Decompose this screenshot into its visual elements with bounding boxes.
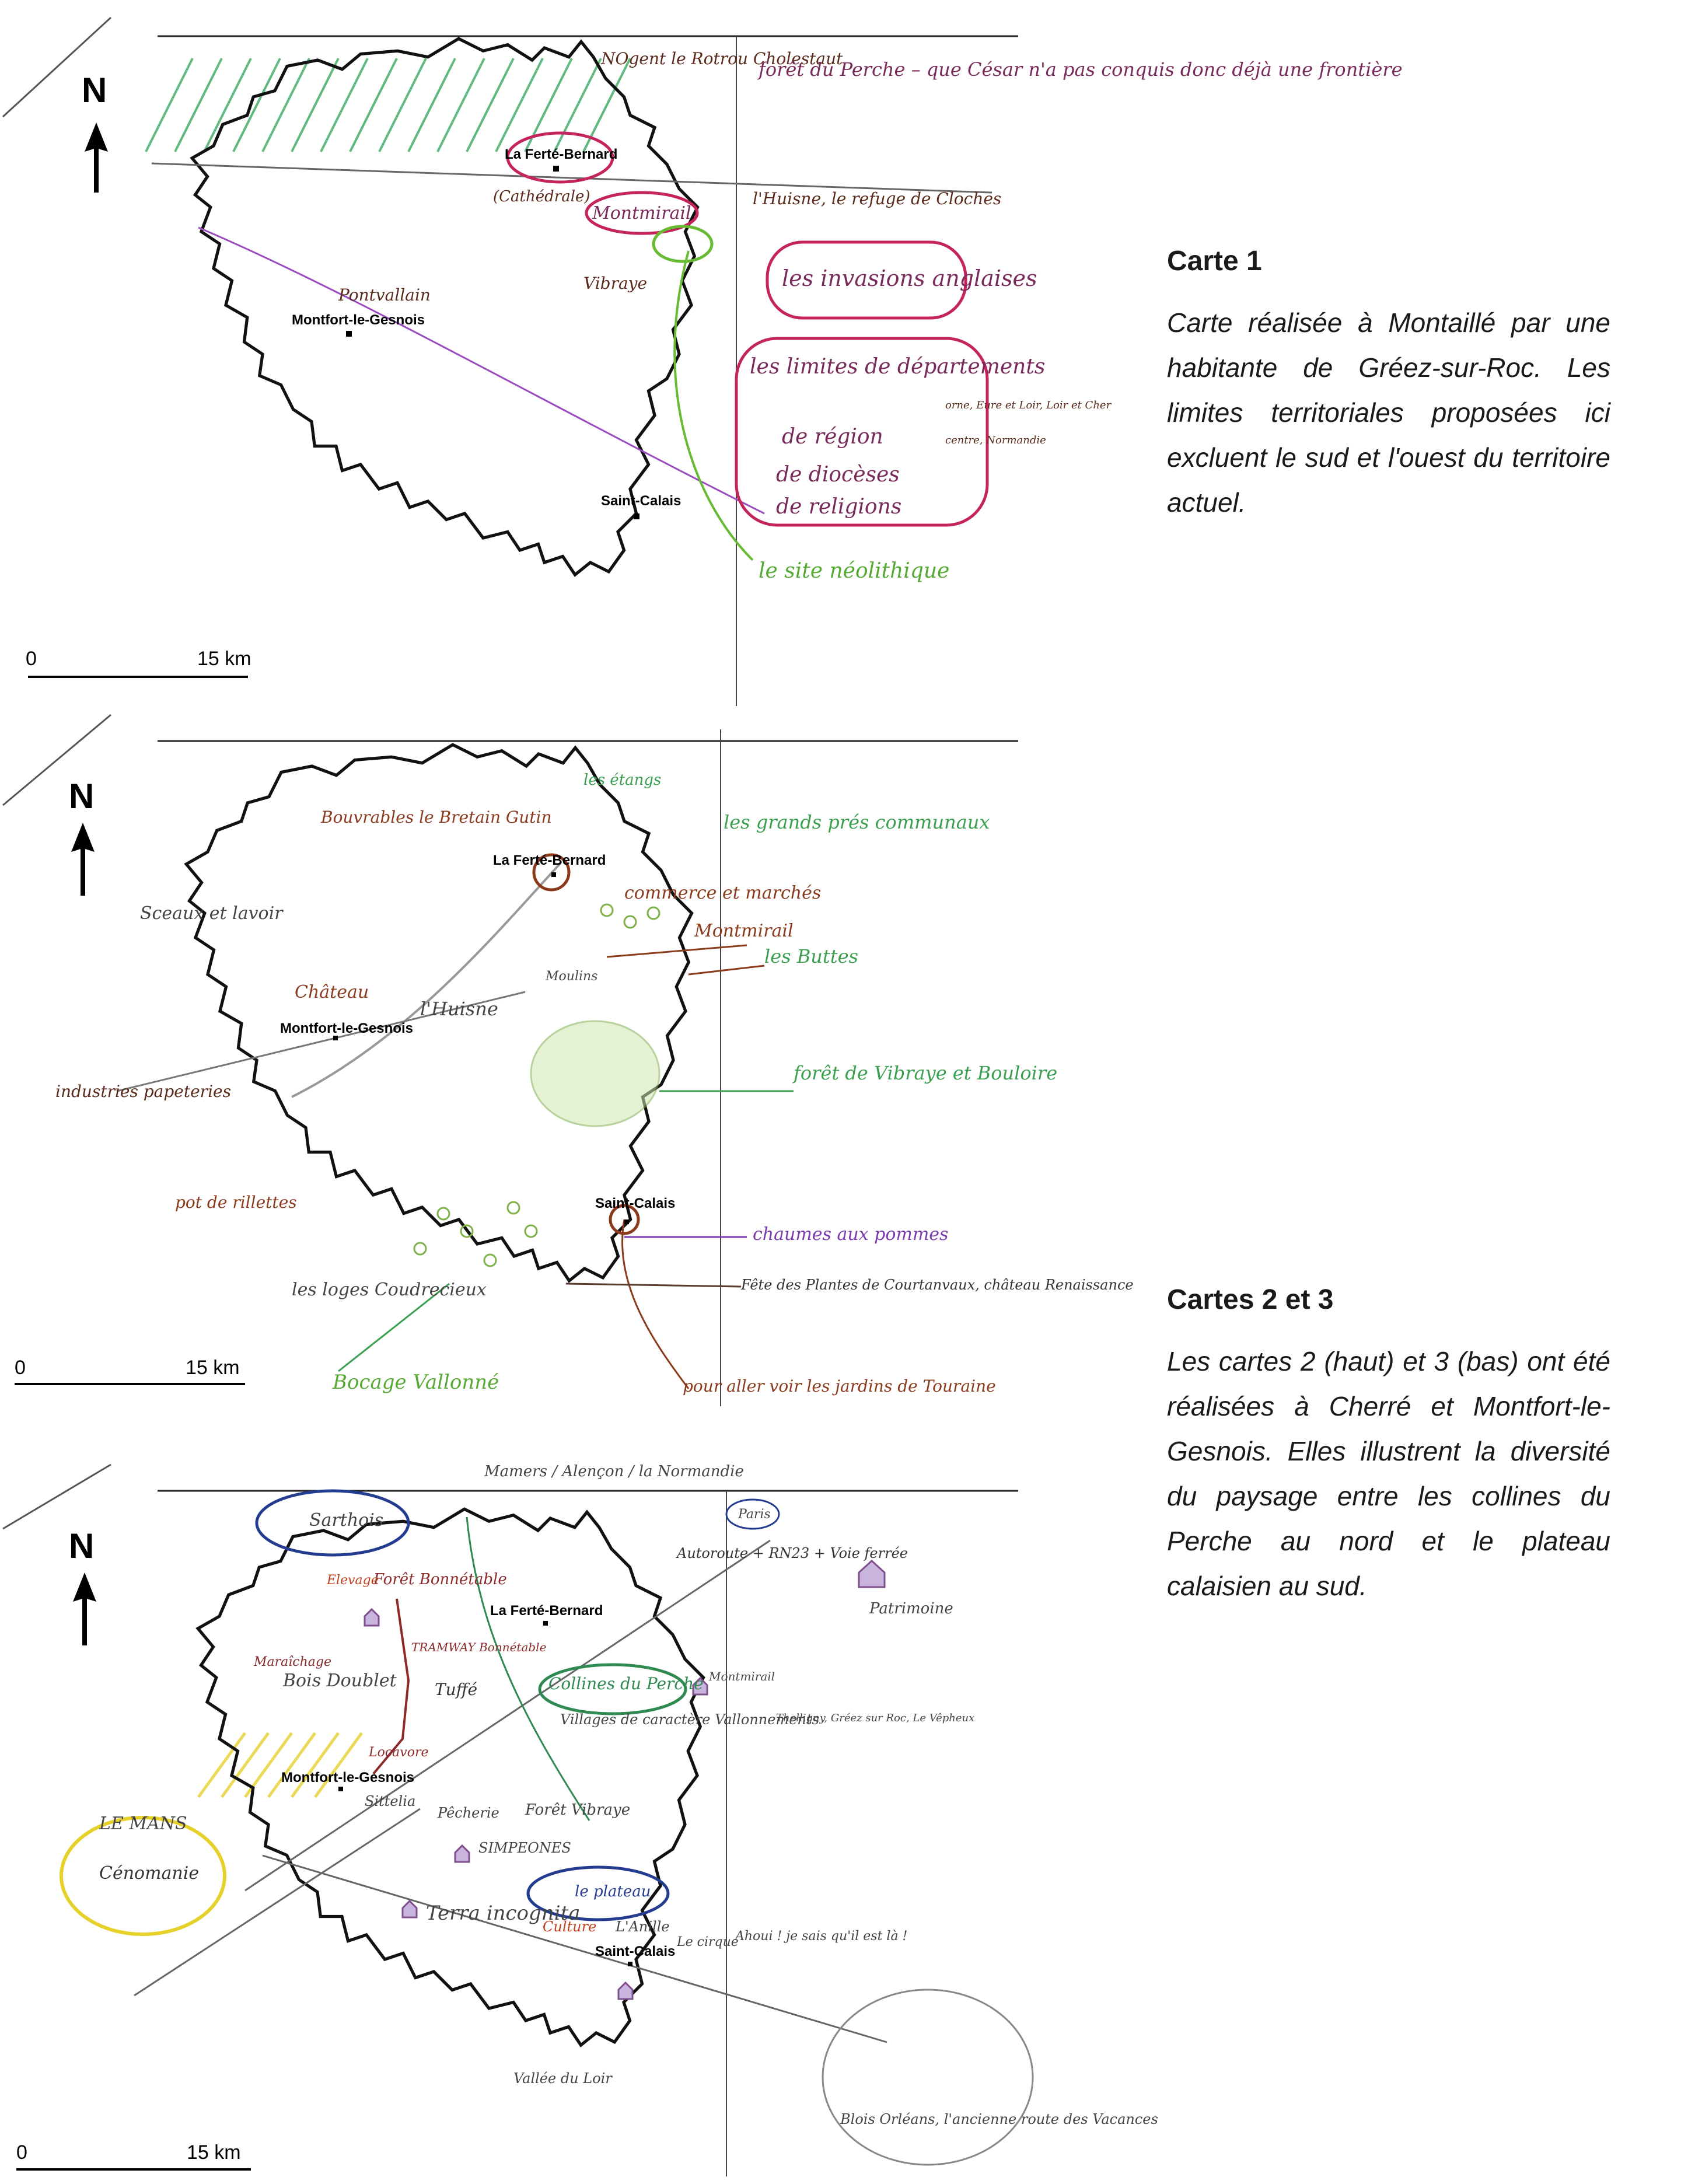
annotation: les invasions anglaises bbox=[782, 265, 1037, 291]
annotation: centre, Normandie bbox=[945, 434, 1046, 446]
city-marker bbox=[346, 331, 352, 337]
annotation: Sittelia bbox=[365, 1793, 416, 1809]
annotation: les Buttes bbox=[764, 945, 858, 967]
annotation: Pontvallain bbox=[338, 285, 431, 305]
caption-cartes-2-3 bbox=[1167, 1284, 1610, 1609]
north-arrow-icon bbox=[85, 123, 108, 193]
annotation: pour aller voir les jardins de Touraine bbox=[683, 1376, 996, 1396]
scale-zero: 0 bbox=[26, 648, 37, 670]
annotation: (Cathédrale) bbox=[493, 188, 590, 205]
city-marker bbox=[338, 1787, 343, 1791]
annotation: Collines du Perche bbox=[548, 1674, 704, 1693]
annotation: Sarthois bbox=[309, 1510, 384, 1530]
annotation: Bouvrables le Bretain Gutin bbox=[321, 808, 552, 827]
annotation: Château bbox=[295, 982, 369, 1002]
annotation: Vallée du Loir bbox=[513, 2070, 612, 2087]
city-marker bbox=[543, 1621, 548, 1626]
annotation: Forêt Vibraye bbox=[525, 1801, 631, 1819]
city-label: Montfort-le-Gesnois bbox=[280, 1021, 413, 1036]
annotation: chaumes aux pommes bbox=[753, 1224, 949, 1245]
city-marker bbox=[628, 1962, 632, 1966]
annotation: orne, Eure et Loir, Loir et Cher bbox=[945, 399, 1112, 411]
annotation: LE MANS bbox=[99, 1813, 187, 1834]
annotation: Terra incognita bbox=[426, 1902, 581, 1925]
city-label: Montfort-le-Gesnois bbox=[292, 312, 425, 328]
annotation: de diocèses bbox=[776, 463, 900, 487]
city-label: Montfort-le-Gesnois bbox=[281, 1770, 414, 1785]
annotation: Moulins bbox=[546, 969, 598, 984]
annotation: les grands prés communaux bbox=[724, 811, 990, 833]
city-label: Saint-Calais bbox=[595, 1196, 676, 1211]
scale-length: 15 km bbox=[186, 1357, 240, 1379]
city-label: La Ferté-Bernard bbox=[493, 852, 606, 868]
annotation: le plateau bbox=[575, 1883, 651, 1900]
city-label: Saint-Calais bbox=[601, 493, 682, 509]
map-carte-2 bbox=[3, 715, 1134, 1406]
brown-arrow bbox=[566, 1284, 741, 1287]
caption-title: Cartes 2 et 3 bbox=[1167, 1284, 1334, 1315]
annotation: Cénomanie bbox=[99, 1863, 200, 1884]
annotation: commerce et marchés bbox=[624, 883, 822, 903]
annotation: les limites de départements bbox=[750, 355, 1046, 379]
annotation: forêt de Vibraye et Bouloire bbox=[794, 1062, 1058, 1084]
frame-diagonal bbox=[3, 1465, 111, 1529]
annotation: Blois Orléans, l'ancienne route des Vacances bbox=[840, 2111, 1158, 2127]
annotation: pot de rillettes bbox=[175, 1193, 297, 1212]
city-marker bbox=[553, 166, 559, 172]
annotation: Ahoui ! je sais qu'il est là ! bbox=[735, 1929, 908, 1944]
scale-zero: 0 bbox=[15, 1357, 26, 1379]
annotation: le site néolithique bbox=[759, 559, 950, 583]
annotation: Culture bbox=[543, 1919, 597, 1935]
annotation: Paris bbox=[738, 1507, 771, 1522]
annotation: de région bbox=[782, 425, 883, 449]
north-label: N bbox=[82, 71, 107, 110]
caption-text: Carte réalisée à Montaillé par une habitante de Gréez-sur-Roc. Les limites territoriales proposées ici excluent le sud et l'ouest du territoire actuel. bbox=[1167, 307, 1610, 518]
caption-carte-1 bbox=[1167, 245, 1610, 525]
annotation: Autoroute + RN23 + Voie ferrée bbox=[677, 1545, 908, 1561]
annotation: Tuffé bbox=[435, 1680, 478, 1699]
north-arrow-icon bbox=[73, 1573, 96, 1645]
annotation: Bois Doublet bbox=[283, 1671, 397, 1691]
north-arrow-icon bbox=[71, 823, 95, 896]
annotation: Maraîchage bbox=[254, 1655, 332, 1669]
blois-circle bbox=[823, 1990, 1033, 2165]
map-carte-3 bbox=[3, 1463, 1158, 2176]
brown-arrow bbox=[607, 945, 747, 957]
annotation: Montmirail bbox=[592, 203, 691, 223]
city-marker bbox=[634, 513, 639, 519]
annotation: Montmirail bbox=[709, 1669, 775, 1683]
brown-arrow bbox=[689, 966, 764, 974]
scale-zero: 0 bbox=[16, 2141, 27, 2164]
caption-title: Carte 1 bbox=[1167, 246, 1262, 277]
road-le-mans bbox=[134, 1809, 420, 1996]
annotation: Patrimoine bbox=[869, 1600, 953, 1617]
annotation: Montmirail bbox=[694, 921, 794, 941]
forest-blob bbox=[531, 1021, 659, 1126]
annotation: L'Anille bbox=[616, 1919, 670, 1935]
annotation: Sceaux et lavoir bbox=[140, 903, 283, 924]
annotation: de religions bbox=[776, 495, 902, 519]
annotation: Locavore bbox=[369, 1745, 429, 1760]
annotation: SIMPEONES bbox=[478, 1840, 571, 1856]
north-label: N bbox=[69, 1526, 95, 1566]
annotation: industries papeteries bbox=[55, 1082, 231, 1101]
annotation: Villages de caractère Vallonnements bbox=[560, 1711, 819, 1728]
city-label: La Ferté-Bernard bbox=[490, 1603, 603, 1619]
site-circle bbox=[653, 226, 712, 261]
city-marker bbox=[624, 1219, 629, 1224]
annotation: Elevage bbox=[327, 1573, 379, 1588]
annotation: Thelligny, Gréez sur Roc, Le Vêpheux bbox=[776, 1712, 975, 1724]
annotation: l'Huisne bbox=[420, 998, 498, 1020]
annotation: Fête des Plantes de Courtanvaux, château Renaissance bbox=[741, 1277, 1134, 1293]
river-huisne bbox=[292, 864, 560, 1097]
annotation: NOgent le Rotrou Cholestaut bbox=[601, 49, 843, 68]
annotation: forêt du Perche – que César n'a pas conquis donc déjà une frontière bbox=[759, 58, 1403, 81]
caption-text: Les cartes 2 (haut) et 3 (bas) ont été réalisées à Cherré et Montfort-le-Gesnois. Elles illustrent la diversité du paysage entre les collines du Perche au nord et le plateau calaisien au sud. bbox=[1167, 1346, 1610, 1601]
annotation: Pêcherie bbox=[438, 1805, 499, 1821]
annotation: l'Huisne, le refuge de Cloches bbox=[753, 189, 1002, 208]
frame-diagonal bbox=[3, 715, 111, 805]
city-label: Saint-Calais bbox=[595, 1944, 676, 1959]
green-site-line bbox=[675, 251, 753, 560]
annotation: les étangs bbox=[583, 771, 662, 789]
city-label: La Ferté-Bernard bbox=[505, 146, 618, 162]
annotation: Forêt Bonnétable bbox=[373, 1571, 507, 1588]
annotation: Vibraye bbox=[583, 274, 648, 293]
annotation: les loges Coudrecieux bbox=[292, 1280, 487, 1300]
scale-length: 15 km bbox=[187, 2141, 241, 2164]
annotation: Le cirque bbox=[677, 1935, 739, 1949]
scale-length: 15 km bbox=[197, 648, 251, 670]
annotation: Mamers / Alençon / la Normandie bbox=[484, 1463, 744, 1480]
city-marker bbox=[551, 872, 556, 877]
city-marker bbox=[333, 1036, 338, 1040]
brown-route bbox=[623, 1219, 689, 1389]
annotation: Bocage Vallonné bbox=[333, 1371, 499, 1394]
purple-boundary bbox=[198, 228, 764, 513]
north-label: N bbox=[69, 777, 95, 816]
annotation: TRAMWAY Bonnétable bbox=[411, 1640, 547, 1654]
